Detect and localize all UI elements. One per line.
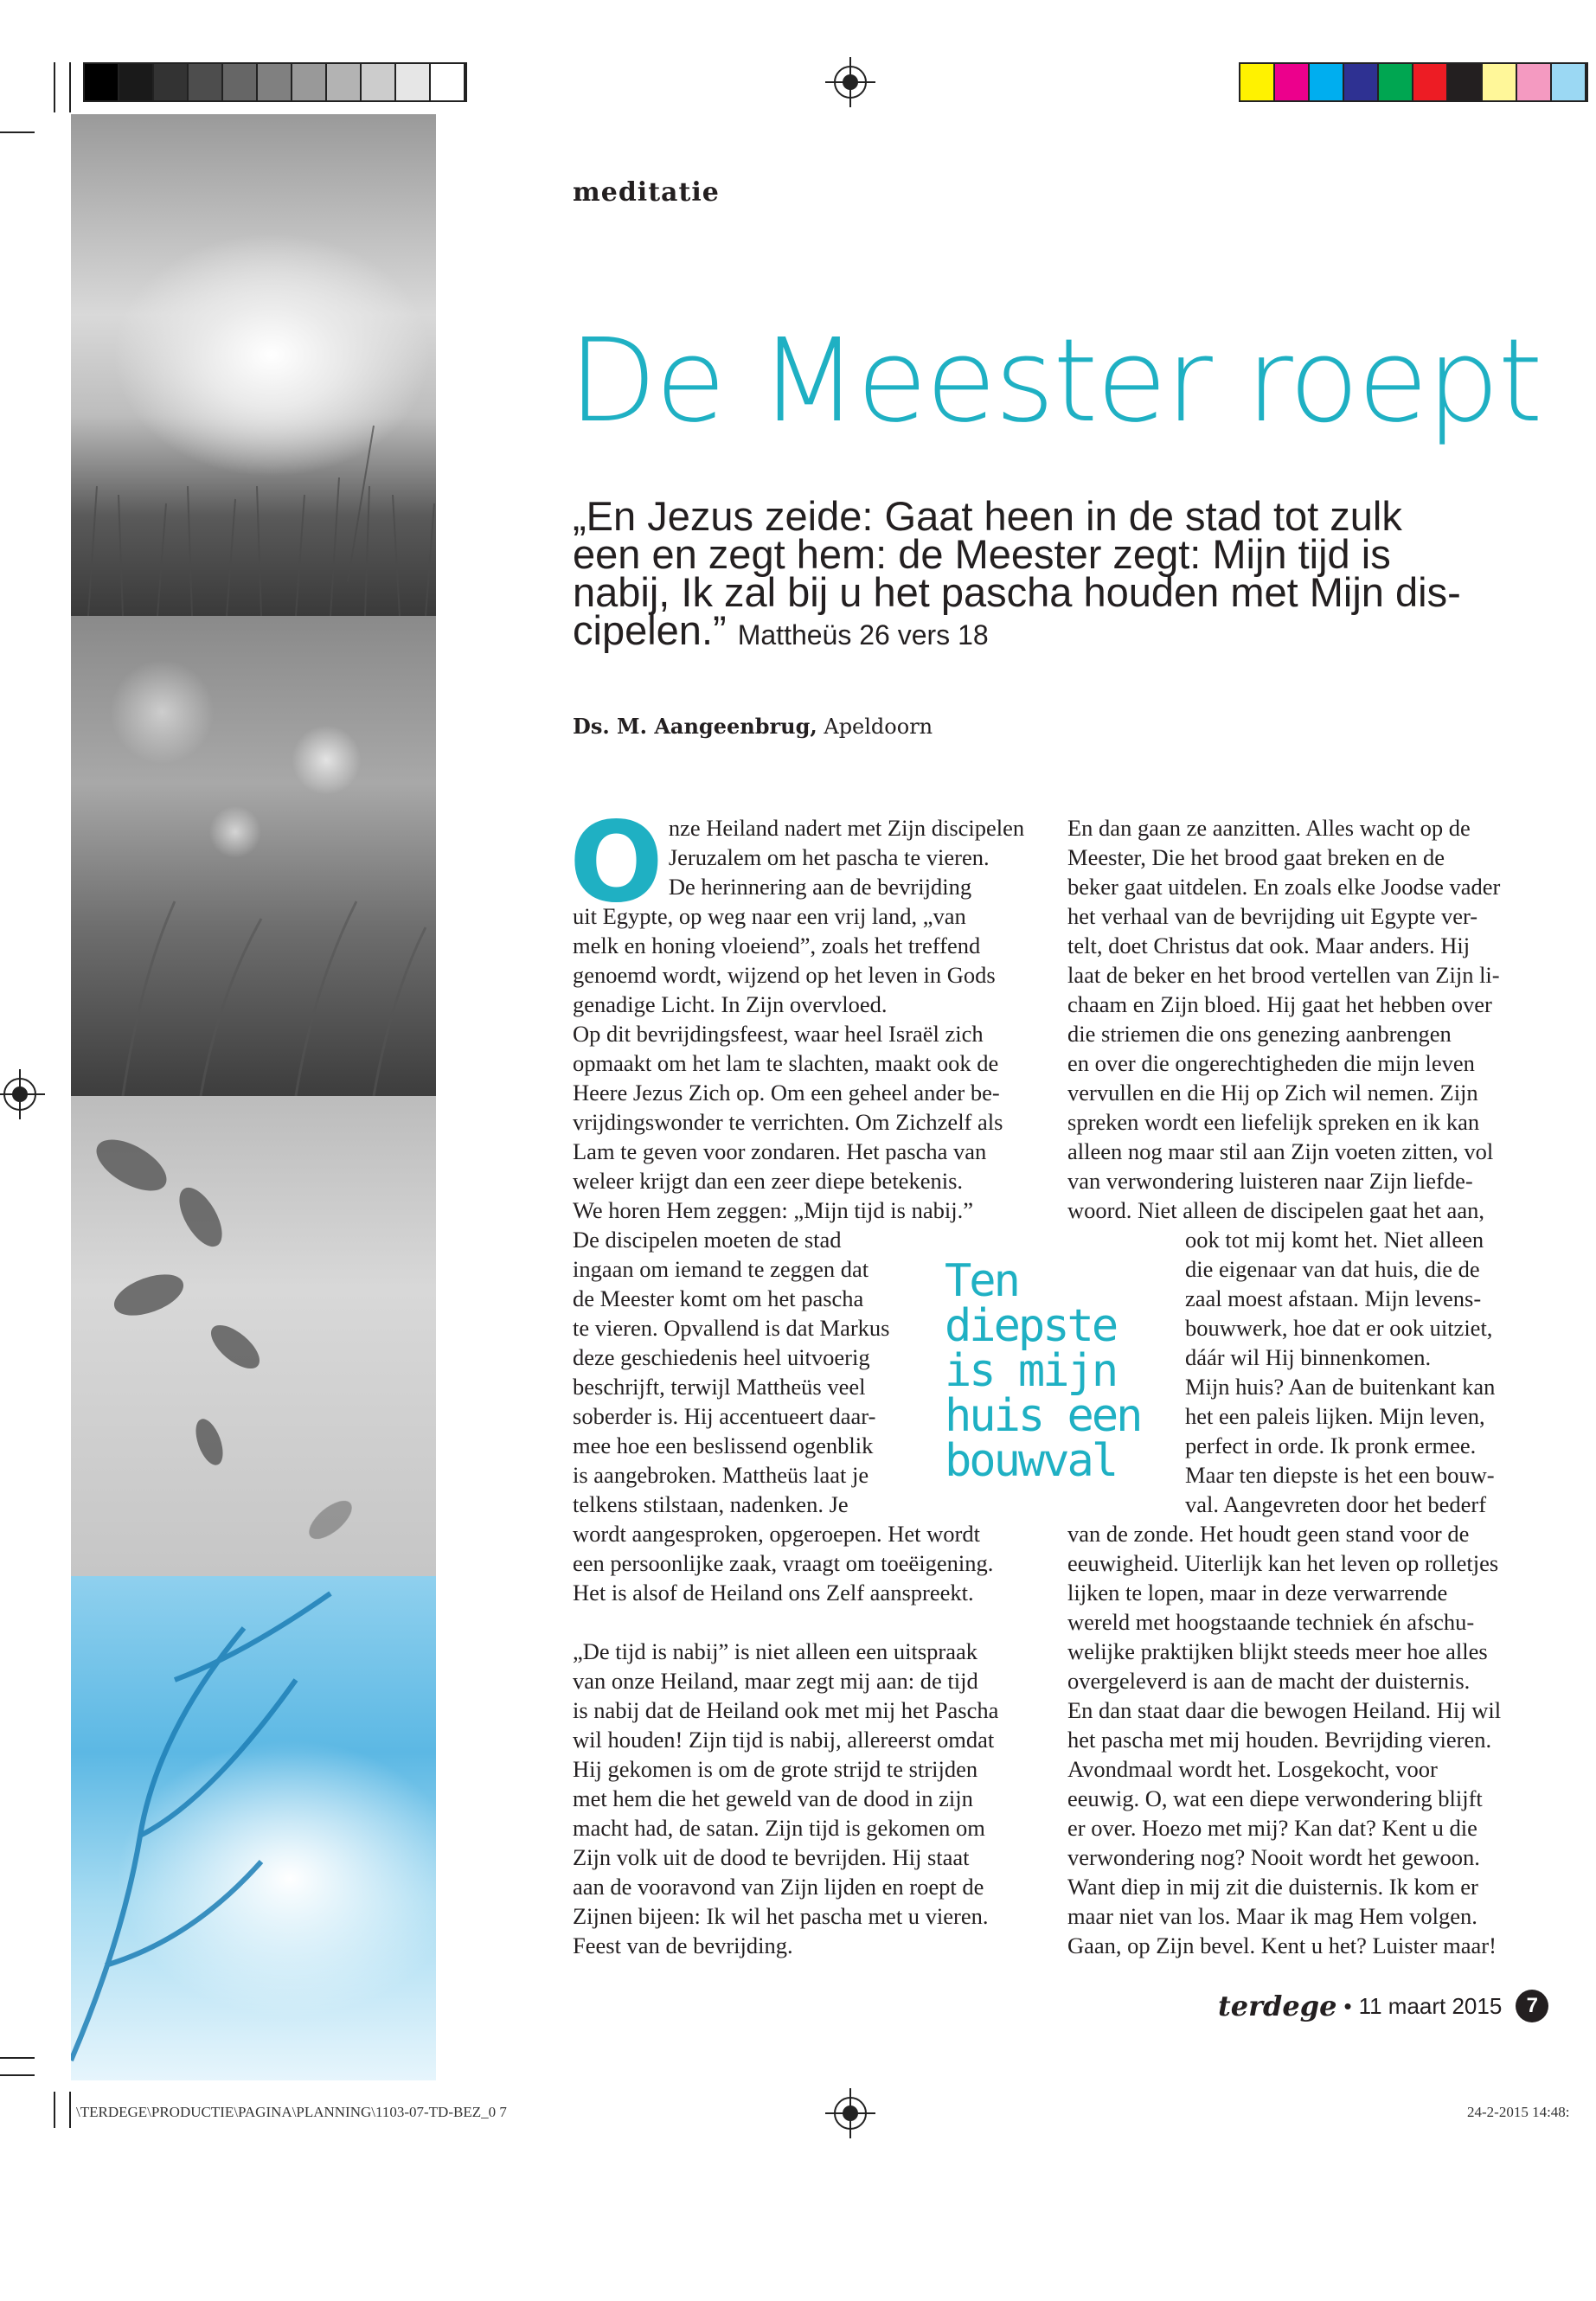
grass-illustration [71, 114, 436, 616]
text-line: welijke praktijken blijkt steeds meer hoe alles [1067, 1638, 1488, 1664]
page-footer [1218, 1990, 1548, 2022]
text-line: er over. Hoezo met mij? Kan dat? Kent u die [1067, 1815, 1477, 1841]
crop-mark [69, 2092, 71, 2128]
photo-frozen-tree [71, 1576, 436, 2080]
text-line: deze geschiedenis heel uitvoerig [573, 1344, 870, 1370]
leaves-illustration [71, 1096, 436, 1576]
text-line: Avondmaal wordt het. Losgekocht, voor [1067, 1756, 1438, 1782]
text-line: melk en honing vloeiend”, zoals het treffend [573, 933, 981, 958]
author-name: Ds. M. Aangeenbrug, [573, 714, 817, 739]
footer-bullet: • [1343, 1992, 1352, 2019]
text-line: val. Aangevreten door het bederf [1185, 1491, 1487, 1517]
color-swatch [1552, 64, 1586, 100]
text-line: de Meester komt om het pascha [573, 1285, 864, 1311]
text-line: het pascha met mij houden. Bevrijding vieren. [1067, 1727, 1492, 1753]
section-kicker: meditatie [573, 177, 720, 208]
text-line: chaam en Zijn bloed. Hij gaat het hebben over [1067, 991, 1492, 1017]
photo-grass-sunlight [71, 114, 436, 616]
magazine-logo: terdege [1218, 1990, 1337, 2022]
text-line: macht had, de satan. Zijn tijd is gekomen om [573, 1815, 985, 1841]
text-line: met hem die het geweld van de dood in zijn [573, 1785, 973, 1811]
page-number: 7 [1516, 1990, 1548, 2022]
text-line: Want diep in mij zit die duisternis. Ik kom er [1067, 1874, 1478, 1900]
text-line: nze Heiland nadert met Zijn discipelen [668, 815, 1025, 841]
photo-falling-leaves [71, 1096, 436, 1576]
color-swatch [1240, 64, 1275, 100]
text-line: Gaan, op Zijn bevel. Kent u het? Luister maar! [1067, 1932, 1497, 1958]
text-line: Jeruzalem om het pascha te vieren. [668, 844, 990, 870]
paragraph-narrow [573, 1225, 910, 1519]
text-line: Heere Jezus Zich op. Om een geheel ander be- [573, 1080, 1000, 1106]
crop-mark [0, 131, 35, 133]
text-line: weleer krijgt dan een zeer diepe betekenis. [573, 1168, 964, 1194]
quote-line: cipelen.” [573, 607, 727, 653]
text-line: bouwwerk, hoe dat er ook uitziet, [1185, 1315, 1493, 1341]
crop-mark [69, 62, 71, 112]
text-line: dáár wil Hij binnenkomen. [1185, 1344, 1432, 1370]
text-line: het een paleis lijken. Mijn leven, [1185, 1403, 1485, 1429]
registration-mark-icon [834, 66, 867, 99]
text-line: aan de vooravond van Zijn lijden en roept de [573, 1874, 984, 1900]
text-line: is mijn [945, 1345, 1117, 1397]
gray-swatch [189, 64, 223, 100]
text-line: wordt aangesproken, opgeroepen. Het wordt [573, 1521, 980, 1547]
gray-swatch [362, 64, 396, 100]
text-line: Feest van de bevrijding. [573, 1932, 793, 1958]
text-line: woord. Niet alleen de discipelen gaat het aan, [1067, 1197, 1484, 1223]
text-line: van verwondering luisteren naar Zijn liefde- [1067, 1168, 1473, 1194]
paragraph-indented [1185, 1225, 1524, 1519]
text-line: huis een [945, 1390, 1141, 1442]
text-line: Meester, Die het brood gaat breken en de [1067, 844, 1445, 870]
paragraph-body [1067, 813, 1524, 1225]
text-line: maar niet van los. Maar ik mag Hem volgen. [1067, 1903, 1477, 1929]
article-column-2 [1067, 813, 1524, 1960]
text-line: is aangebroken. Mattheüs laat je [573, 1462, 869, 1488]
quote-reference: Mattheüs 26 vers 18 [737, 619, 989, 651]
frozen-branches-illustration [71, 1576, 436, 2080]
text-line: overgeleverd is aan de macht der duisternis. [1067, 1668, 1471, 1694]
text-line: „De tijd is nabij” is niet alleen een uitspraak [573, 1638, 978, 1664]
text-line: De discipelen moeten de stad [573, 1227, 842, 1253]
registration-mark-icon [3, 1078, 36, 1111]
color-swatch [1344, 64, 1379, 100]
text-line: En dan gaan ze aanzitten. Alles wacht op de [1067, 815, 1471, 841]
text-line: Op dit bevrijdingsfeest, waar heel Israël zich [573, 1021, 984, 1047]
text-line: eeuwig. O, wat een diepe verwondering blijft [1067, 1785, 1483, 1811]
text-line: bouwval [945, 1435, 1117, 1487]
paragraph-body [573, 1637, 1031, 1960]
text-line: Maar ten diepste is het een bouw- [1185, 1462, 1495, 1488]
color-swatch [1275, 64, 1310, 100]
color-calibration-bar [1239, 62, 1588, 102]
issue-date: 11 maart 2015 [1358, 1992, 1503, 2019]
text-line: zaal moest afstaan. Mijn levens- [1185, 1285, 1482, 1311]
text-line: van de zonde. Het houdt geen stand voor de [1067, 1521, 1470, 1547]
text-line: uit Egypte, op weg naar een vrij land, „van [573, 903, 966, 929]
text-line: Lam te geven voor zondaren. Het pascha van [573, 1138, 987, 1164]
text-line: alleen nog maar stil aan Zijn voeten zitten, vol [1067, 1138, 1494, 1164]
text-line: Mijn huis? Aan de buitenkant kan [1185, 1374, 1496, 1400]
paragraph-body [573, 1519, 1031, 1607]
text-line: En dan staat daar die bewogen Heiland. Hij wil [1067, 1697, 1502, 1723]
text-line: is nabij dat de Heiland ook met mij het Pascha [573, 1697, 999, 1723]
text-line: lijken te lopen, maar in deze verwarrende [1067, 1580, 1448, 1606]
paragraph-body [1067, 1519, 1524, 1960]
quote-line: een en zegt hem: de Meester zegt: Mijn tijd is [573, 531, 1391, 577]
gray-swatch [327, 64, 362, 100]
text-line: verwondering nog? Nooit wordt het gewoon. [1067, 1844, 1480, 1870]
drop-cap: O [569, 798, 663, 927]
text-line: die eigenaar van dat huis, die de [1185, 1256, 1480, 1282]
text-line: ook tot mij komt het. Niet alleen [1185, 1227, 1484, 1253]
text-line: Het is alsof de Heiland ons Zelf aanspreekt. [573, 1580, 974, 1606]
author-place: Apeldoorn [824, 715, 933, 739]
crop-mark [0, 2074, 35, 2076]
text-line: Hij gekomen is om de grote strijd te strijden [573, 1756, 978, 1782]
text-line: die striemen die ons genezing aanbrengen [1067, 1021, 1452, 1047]
quote-line: „En Jezus zeide: Gaat heen in de stad tot zulk [573, 493, 1402, 539]
text-line: soberder is. Hij accentueert daar- [573, 1403, 876, 1429]
text-line: mee hoe een beslissend ogenblik [573, 1433, 874, 1458]
text-line: Zijnen bijeen: Ik wil het pascha met u vieren. [573, 1903, 989, 1929]
crop-mark [54, 62, 55, 112]
crop-mark [54, 2092, 55, 2128]
print-slug-timestamp: 24-2-2015 14:48: [1467, 2104, 1570, 2120]
gray-calibration-bar [83, 62, 467, 102]
gray-swatch [119, 64, 154, 100]
text-line: wereld met hoogstaande techniek én afschu- [1067, 1609, 1475, 1635]
gray-swatch [154, 64, 189, 100]
text-line: laat de beker en het brood vertellen van Zijn li- [1067, 962, 1500, 988]
gray-swatch [431, 64, 465, 100]
wheat-illustration [71, 616, 436, 1096]
text-line: een persoonlijke zaak, vraagt om toeëigening. [573, 1550, 994, 1576]
text-line: en over die ongerechtigheden die mijn leven [1067, 1050, 1475, 1076]
crop-mark [0, 2057, 35, 2059]
article-title: De Meester roept [568, 315, 1542, 448]
gray-swatch [85, 64, 119, 100]
color-swatch [1379, 64, 1413, 100]
text-line: genoemd wordt, wijzend op het leven in Gods [573, 962, 996, 988]
registration-mark-icon [834, 2097, 867, 2130]
text-line: De herinnering aan de bevrijding [668, 874, 972, 900]
photo-bokeh-wheat [71, 616, 436, 1096]
text-line: beschrijft, terwijl Mattheüs veel [573, 1374, 866, 1400]
byline [573, 714, 933, 739]
text-line: opmaakt om het lam te slachten, maakt ook de [573, 1050, 999, 1076]
color-swatch [1448, 64, 1483, 100]
text-line: vervullen en die Hij op Zich wil nemen. Zijn [1067, 1080, 1478, 1106]
text-line: telt, doet Christus dat ook. Maar anders. Hij [1067, 933, 1471, 958]
text-line: perfect in orde. Ik pronk ermee. [1185, 1433, 1477, 1458]
text-line: eeuwigheid. Uiterlijk kan het leven op rolletjes [1067, 1550, 1499, 1576]
paragraph-body [573, 901, 1031, 1225]
gray-swatch [292, 64, 327, 100]
text-line: wil houden! Zijn tijd is nabij, allereerst omdat [573, 1727, 995, 1753]
text-line: vrijdingswonder te verrichten. Om Zichzelf als [573, 1109, 1003, 1135]
color-swatch [1413, 64, 1448, 100]
color-swatch [1517, 64, 1552, 100]
text-line: genadige Licht. In Zijn overvloed. [573, 991, 888, 1017]
text-line: beker gaat uitdelen. En zoals elke Joodse vader [1067, 874, 1501, 900]
text-line: het verhaal van de bevrijding uit Egypte ver- [1067, 903, 1478, 929]
gray-swatch [396, 64, 431, 100]
text-line: Ten [945, 1255, 1018, 1307]
bible-quote [573, 493, 1542, 654]
text-line: van onze Heiland, maar zegt mij aan: de tijd [573, 1668, 978, 1694]
text-line: te vieren. Opvallend is dat Markus [573, 1315, 890, 1341]
color-swatch [1483, 64, 1517, 100]
text-line: telkens stilstaan, nadenken. Je [573, 1491, 849, 1517]
text-line: spreken wordt een liefelijk spreken en ik kan [1067, 1109, 1480, 1135]
print-slug-path: \TERDEGE\PRODUCTIE\PAGINA\PLANNING\1103-07-TD-BEZ_0 7 [76, 2104, 507, 2120]
color-swatch [1310, 64, 1344, 100]
text-line: Zijn volk uit de dood te bevrijden. Hij staat [573, 1844, 970, 1870]
gray-swatch [223, 64, 258, 100]
text-line: diepste [945, 1300, 1117, 1352]
quote-line: nabij, Ik zal bij u het pascha houden met Mijn dis- [573, 569, 1461, 615]
text-line: ingaan om iemand te zeggen dat [573, 1256, 869, 1282]
text-line: We horen Hem zeggen: „Mijn tijd is nabij.” [573, 1197, 973, 1223]
gray-swatch [258, 64, 292, 100]
